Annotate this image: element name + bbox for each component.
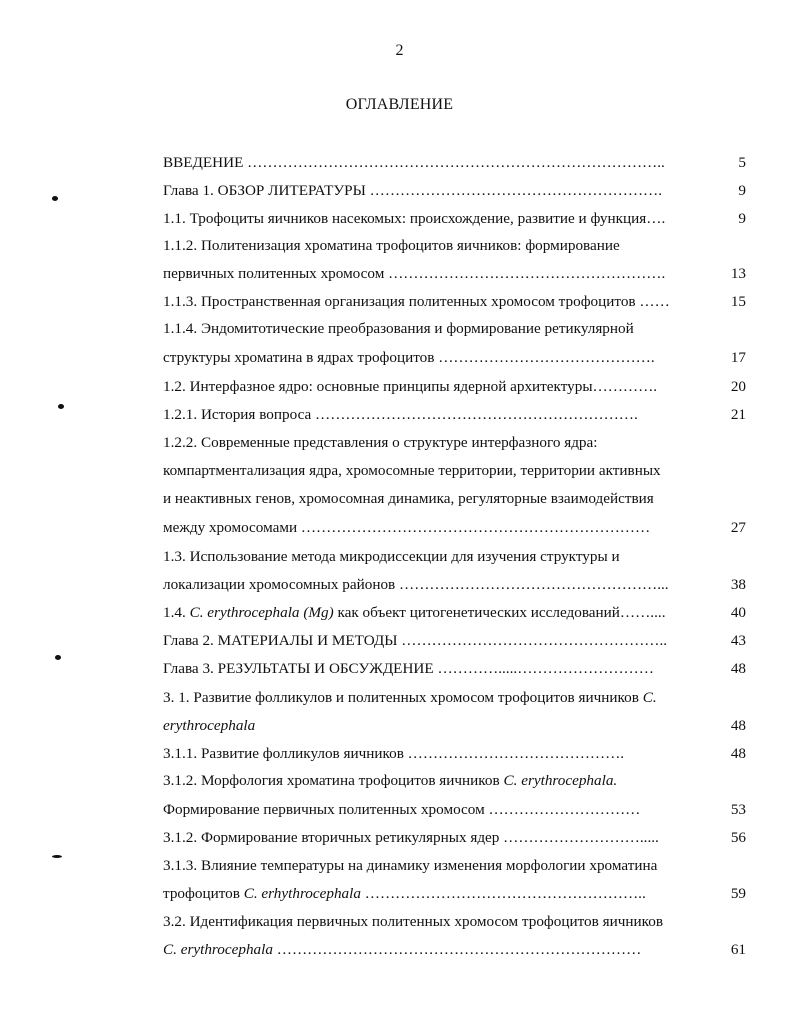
margin-mark xyxy=(52,196,58,201)
toc-entry-text: 1.2. Интерфазное ядро: основные принципы ядерной архитектуры…………. xyxy=(163,378,658,395)
toc-page-number: 48 xyxy=(730,745,746,762)
toc-entry-text: структуры хроматина в ядрах трофоцитов ……………………………………. xyxy=(163,349,655,366)
toc-entry-line xyxy=(163,913,663,931)
toc-entry-text: трофоцитов xyxy=(163,885,244,902)
toc-entry-text: 1.1.4. Эндомитотические преобразования и формирование ретикулярной xyxy=(163,320,634,337)
toc-entry-text: 1.1. Трофоциты яичников насекомых: происхождение, развитие и функция…. xyxy=(163,210,666,227)
toc-page-number: 59 xyxy=(730,885,746,902)
toc-entry-line xyxy=(163,632,667,650)
toc-entry-text: 3.1.2. Формирование вторичных ретикулярных ядер ………………………..... xyxy=(163,829,659,846)
toc-entry-text: ……………………………………………………………… xyxy=(272,941,642,958)
toc-entry-line xyxy=(163,689,657,707)
toc-entry-line xyxy=(163,378,657,396)
toc-entry-text: Глава 2. МАТЕРИАЛЫ И МЕТОДЫ …………………………………………….. xyxy=(163,632,668,649)
toc-entry-line xyxy=(163,406,638,424)
toc-entry-italic-text: C. erythrocephala (Mg) xyxy=(189,604,334,621)
toc-page-number: 43 xyxy=(730,632,746,649)
toc-entry-italic-text: erythrocephala xyxy=(163,717,256,734)
toc-entry-line xyxy=(163,349,655,367)
page-number: 2 xyxy=(395,42,404,59)
toc-entry-text: 3.2. Идентификация первичных политенных хромосом трофоцитов яичников xyxy=(163,913,663,930)
toc-entry-text: 1.1.2. Политенизация хроматина трофоцитов яичников: формирование xyxy=(163,237,620,254)
toc-entry-text: Глава 1. ОБЗОР ЛИТЕРАТУРЫ …………………………………………………. xyxy=(163,182,662,199)
toc-page-number: 61 xyxy=(730,941,746,958)
toc-page-number: 48 xyxy=(730,660,746,677)
toc-entry-italic-text: C. erythrocephala xyxy=(163,941,273,958)
toc-entry-text: локализации хромосомных районов ……………………………………………... xyxy=(163,576,669,593)
toc-entry-line xyxy=(163,320,634,338)
toc-entry-line xyxy=(163,576,669,594)
toc-entry-text: 1.3. Использование метода микродиссекции для изучения структуры и xyxy=(163,548,620,565)
toc-entry-line xyxy=(163,237,620,255)
toc-entry-italic-text: C. erhythrocephala xyxy=(243,885,361,902)
toc-page-number: 15 xyxy=(730,293,746,310)
toc-title: ОГЛАВЛЕНИЕ xyxy=(345,96,454,113)
toc-entry-text: Формирование первичных политенных хромосом ………………………… xyxy=(163,801,641,818)
toc-entry-line xyxy=(163,182,662,200)
toc-entry-line xyxy=(163,293,670,311)
toc-entry-text: 1.2.1. История вопроса ………………………………………………………. xyxy=(163,406,638,423)
toc-entry-line xyxy=(163,829,659,847)
toc-page-number: 40 xyxy=(730,604,746,621)
margin-mark xyxy=(58,404,64,409)
toc-entry-line xyxy=(163,717,255,735)
toc-entry-text: как объект цитогенетических исследований…….... xyxy=(333,604,666,621)
toc-entry-text: первичных политенных хромосом ………………………………………………. xyxy=(163,265,666,282)
toc-entry-text: 3.1.3. Влияние температуры на динамику изменения морфологии хроматина xyxy=(163,857,658,874)
toc-entry-line xyxy=(163,801,640,819)
toc-page-number: 13 xyxy=(730,265,746,282)
toc-entry-line xyxy=(163,660,654,678)
toc-page-number: 9 xyxy=(738,210,746,227)
toc-entry-line xyxy=(163,462,661,480)
toc-page-number: 21 xyxy=(730,406,746,423)
toc-entry-italic-text: C. erythrocephala. xyxy=(503,772,618,789)
toc-page-number: 53 xyxy=(730,801,746,818)
toc-entry-line xyxy=(163,885,646,903)
margin-mark xyxy=(55,655,61,660)
toc-entry-line xyxy=(163,265,665,283)
toc-entry-text: Глава 3. РЕЗУЛЬТАТЫ И ОБСУЖДЕНИЕ ………….....……………………… xyxy=(163,660,654,677)
toc-entry-text: ……………………………………………….. xyxy=(360,885,646,902)
toc-entry-text: 3.1.1. Развитие фолликулов яичников ……………………………………. xyxy=(163,745,625,762)
toc-entry-line xyxy=(163,941,641,959)
toc-entry-text: 1.1.3. Пространственная организация политенных хромосом трофоцитов …… xyxy=(163,293,670,310)
toc-entry-line xyxy=(163,604,666,622)
toc-entry-text: 1.2.2. Современные представления о структуре интерфазного ядра: xyxy=(163,434,598,451)
toc-entry-text: 3. 1. Развитие фолликулов и политенных хромосом трофоцитов яичников xyxy=(163,689,643,706)
toc-entry-line xyxy=(163,745,624,763)
toc-entry-text: между хромосомами …………………………………………………………… xyxy=(163,519,651,536)
toc-page-number: 9 xyxy=(738,182,746,199)
toc-entry-line xyxy=(163,857,657,875)
toc-entry-line xyxy=(163,490,654,508)
toc-entry-italic-text: C. xyxy=(642,689,657,706)
toc-entry-text: ВВЕДЕНИЕ ……………………………………………………………………….. xyxy=(163,154,665,171)
toc-page-number: 56 xyxy=(730,829,746,846)
toc-entry-line xyxy=(163,154,665,172)
toc-entry-text: 3.1.2. Морфология хроматина трофоцитов яичников xyxy=(163,772,504,789)
toc-entry-text: компартментализация ядра, хромосомные территории, территории активных xyxy=(163,462,661,479)
toc-page-number: 5 xyxy=(738,154,746,171)
toc-entry-line xyxy=(163,434,598,452)
margin-mark xyxy=(52,855,62,858)
toc-entry-line xyxy=(163,548,620,566)
toc-page-number: 38 xyxy=(730,576,746,593)
toc-entry-text: и неактивных генов, хромосомная динамика, регуляторные взаимодействия xyxy=(163,490,654,507)
toc-entry-line xyxy=(163,519,650,537)
toc-page-number: 17 xyxy=(730,349,746,366)
toc-entry-line xyxy=(163,210,665,228)
toc-page-number: 48 xyxy=(730,717,746,734)
toc-entry-text: 1.4. xyxy=(163,604,190,621)
toc-entry-line xyxy=(163,772,617,790)
toc-page-number: 20 xyxy=(730,378,746,395)
toc-page-number: 27 xyxy=(730,519,746,536)
